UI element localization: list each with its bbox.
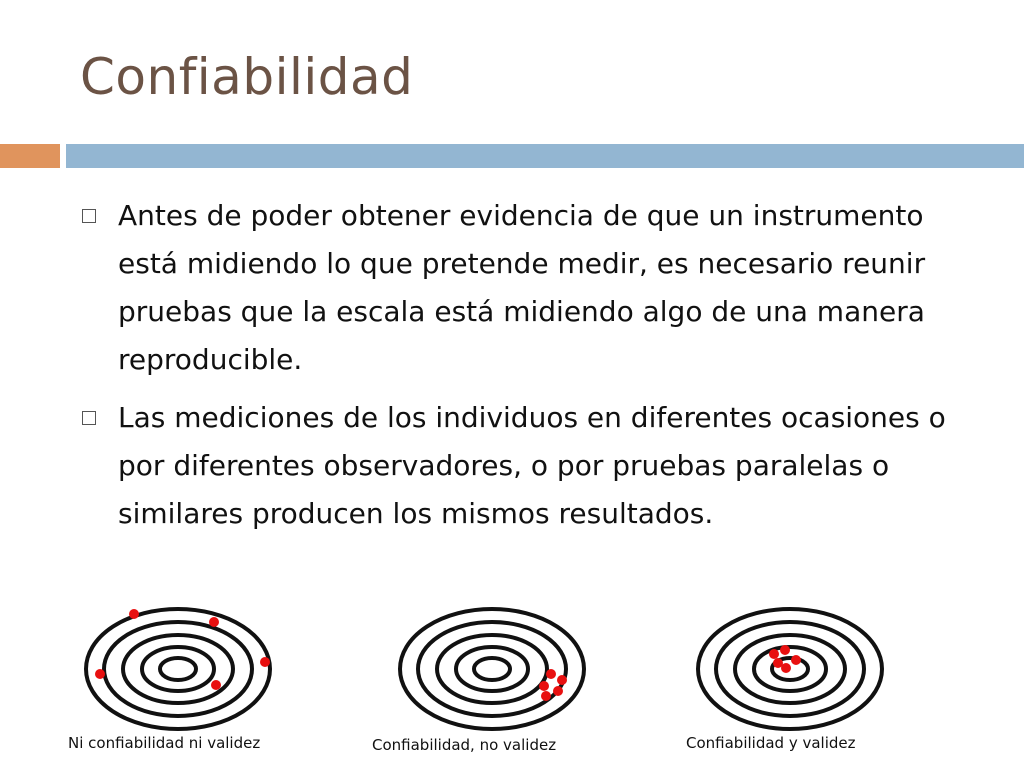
- slide-title: Confiabilidad: [80, 48, 414, 106]
- caption-no-reliability: Ni confiabilidad ni validez: [68, 734, 261, 752]
- caption-reliability-no-validity: Confiabilidad, no validez: [372, 736, 557, 754]
- square-bullet-icon: [82, 209, 96, 223]
- caption-reliability-and-validity: Confiabilidad y validez: [686, 734, 856, 752]
- bullet-text: Antes de poder obtener evidencia de que un instrumento está midiendo lo que pretende medir, es necesario reunir pruebas que la escala está midiendo algo de una manera reproducible.: [118, 199, 926, 376]
- target-clustered-offcenter-icon: [396, 604, 596, 734]
- target-scattered-icon: [82, 604, 282, 734]
- targets-figure: [0, 590, 1024, 768]
- bullet-item: [78, 394, 958, 538]
- bullet-list: [78, 192, 958, 548]
- square-bullet-icon: [82, 411, 96, 425]
- bullet-text: Las mediciones de los individuos en diferentes ocasiones o por diferentes observadores, o por pruebas paralelas o similares producen los mismos resultados.: [118, 401, 946, 530]
- accent-bar-orange: [0, 144, 60, 168]
- target-clustered-center-icon: [694, 604, 894, 734]
- accent-bar-blue: [66, 144, 1024, 168]
- bullet-item: [78, 192, 958, 384]
